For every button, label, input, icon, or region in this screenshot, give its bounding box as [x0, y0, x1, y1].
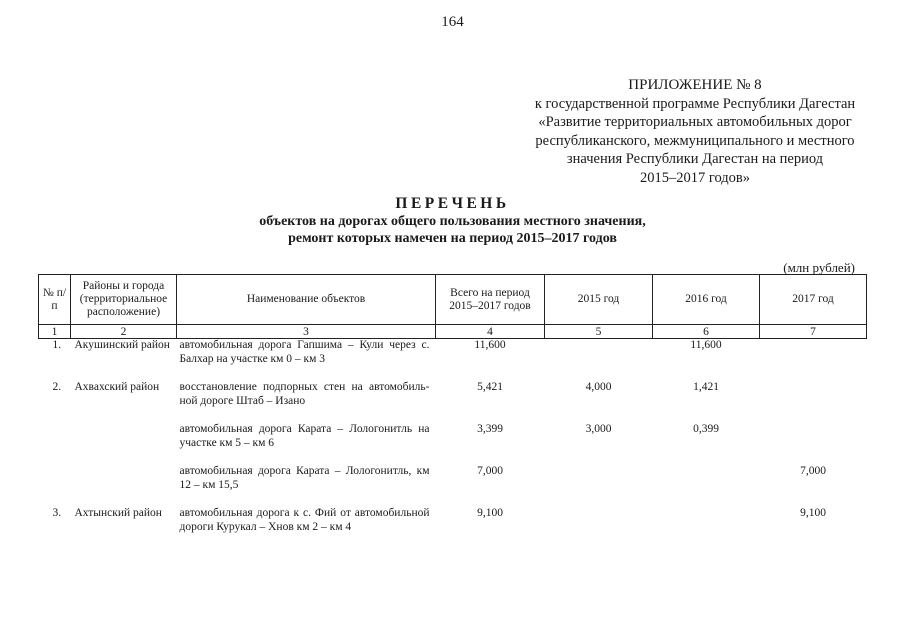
row-number [39, 465, 71, 507]
column-number-row [39, 325, 867, 339]
row-2015: 4,000 [585, 381, 612, 393]
row-2017 [760, 339, 867, 382]
row-district: Ахвахский район [74, 381, 160, 393]
row-2015 [545, 465, 653, 507]
appendix-line: значения Республики Дагестан на период [566, 151, 824, 167]
header-district: Районы и города (территориальное расположение) [71, 275, 177, 325]
header-2016: 2016 год [653, 275, 760, 325]
row-total: 11,600 [474, 339, 506, 351]
row-2016: 0,399 [693, 423, 719, 435]
row-object: автомобильная дорога Гапшима – Кули через с. Балхар на участке км 0 – км 3 [179, 339, 430, 365]
row-2017: 7,000 [800, 465, 826, 477]
row-2016 [653, 507, 760, 549]
appendix-block [515, 76, 875, 187]
row-2017: 9,100 [800, 507, 826, 519]
appendix-line: «Развитие территориальных автомобильных дорог [538, 114, 852, 130]
row-object: автомобильная дорога к с. Фий от автомобильной дороги Курукал – Хнов км 2 – км 4 [179, 507, 430, 533]
document-title: ПЕРЕЧЕНЬ [395, 195, 510, 212]
row-object: восстановление подпорных стен на автомобильной дороге Штаб – Изано [179, 381, 430, 407]
row-2016: 1,421 [693, 381, 719, 393]
document-subtitle-line1: объектов на дорогах общего пользования местного значения, [259, 214, 646, 229]
row-number: 3. [52, 507, 62, 519]
row-district [71, 465, 177, 507]
table-row [39, 423, 867, 465]
row-2016: 11,600 [690, 339, 722, 351]
row-2017 [760, 381, 867, 423]
row-total: 5,421 [477, 381, 503, 393]
header-2015: 2015 год [545, 275, 653, 325]
appendix-line: республиканского, межмуниципального и местного [535, 132, 855, 149]
header-no: № п/п [39, 275, 71, 325]
column-number: 4 [436, 325, 545, 339]
row-number: 2. [52, 381, 62, 393]
row-total: 9,100 [477, 507, 503, 519]
row-2015: 3,000 [585, 423, 612, 435]
units-label: (млн рублей) [783, 260, 855, 275]
header-object: Наименование объектов [177, 275, 436, 325]
header-total: Всего на период 2015–2017 годов [436, 275, 545, 325]
row-number [39, 423, 71, 465]
appendix-line: 2015–2017 годов» [639, 169, 751, 186]
row-district [71, 423, 177, 465]
row-2016 [653, 465, 760, 507]
document-subtitle-line2: ремонт которых намечен на период 2015–2017 годов [288, 231, 617, 246]
row-total: 3,399 [477, 423, 503, 435]
table-row [39, 339, 867, 382]
table-row [39, 465, 867, 507]
column-number: 2 [71, 325, 177, 339]
row-district: Акушинский район [74, 339, 170, 351]
row-2015 [545, 507, 653, 549]
column-number: 5 [545, 325, 653, 339]
table-row [39, 507, 867, 549]
column-number: 3 [177, 325, 436, 339]
row-object: автомобильная дорога Карата – Лологонитль на участке км 5 – км 6 [179, 423, 430, 449]
row-2015 [545, 339, 653, 382]
objects-table [38, 274, 867, 549]
document-heading [0, 195, 905, 247]
row-district: Ахтынский район [74, 507, 162, 519]
row-object: автомобильная дорога Карата – Лологонитль, км 12 – км 15,5 [179, 465, 430, 491]
page-number: 164 [441, 14, 464, 30]
column-number: 7 [760, 325, 867, 339]
appendix-title: ПРИЛОЖЕНИЕ № 8 [628, 77, 762, 93]
column-number: 6 [653, 325, 760, 339]
row-2017 [760, 423, 867, 465]
table-row [39, 381, 867, 423]
column-number: 1 [39, 325, 71, 339]
appendix-line: к государственной программе Республики Дагестан [534, 95, 856, 112]
header-2017: 2017 год [760, 275, 867, 325]
row-total: 7,000 [477, 465, 503, 477]
table-header-row [39, 275, 867, 325]
row-number: 1. [52, 339, 62, 351]
